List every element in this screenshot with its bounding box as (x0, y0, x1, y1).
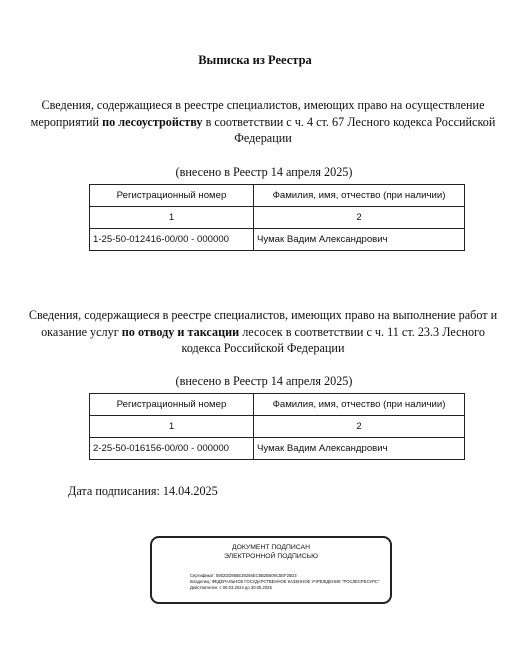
section1-text-after: в соответствии с ч. 4 ст. 67 Лесного кодекса Российской Федерации (202, 114, 496, 145)
table-column-number-row (90, 207, 465, 229)
document-title: Выписка из Реестра (198, 53, 312, 67)
stamp-line-2: ЭЛЕКТРОННОЙ ПОДПИСЬЮ (224, 553, 318, 560)
section1-description (28, 97, 498, 147)
section1-registry-table (89, 184, 465, 251)
table-row (90, 229, 465, 251)
table-header-row (90, 185, 465, 207)
table-header-row (90, 394, 465, 416)
section2-description (28, 307, 498, 357)
section2-text-before: Сведения, содержащиеся в реестре специалистов, имеющих право на выполнение работ и оказание услуг (28, 308, 498, 339)
reg-number-cell: 1-25-50-012416-00/00 - 000000 (90, 229, 254, 251)
stamp-certificate: Сертификат: 5802DD855E38256EC8B2B609C5EF25D3 (190, 573, 297, 578)
full-name-cell: Чумак Вадим Александрович (254, 229, 465, 251)
section2-text-bold: по отводу и таксации (121, 324, 240, 339)
header-full-name: Фамилия, имя, отчество (при наличии) (254, 185, 465, 207)
column-number-2: 2 (254, 207, 465, 229)
stamp-owner: Владелец: ФЕДЕРАЛЬНОЕ ГОСУДАРСТВЕННОЕ КАЗЕННОЕ УЧРЕЖДЕНИЕ "РОСЛЕСРЕСУРС" (190, 579, 380, 584)
section1-text-bold: по лесоустройству (102, 114, 203, 129)
column-number-1: 1 (90, 207, 254, 229)
section1-entered-date: (внесено в Реестр 14 апреля 2025) (175, 165, 353, 179)
header-reg-number: Регистрационный номер (90, 185, 254, 207)
column-number-1: 1 (90, 416, 254, 438)
electronic-signature-stamp (150, 536, 392, 604)
column-number-2: 2 (254, 416, 465, 438)
stamp-line-1: ДОКУМЕНТ ПОДПИСАН (232, 544, 310, 551)
header-reg-number: Регистрационный номер (90, 394, 254, 416)
table-row (90, 438, 465, 460)
signing-date: Дата подписания: 14.04.2025 (68, 484, 218, 498)
section1-text-before: Сведения, содержащиеся в реестре специалистов, имеющих право на осуществление мероприятий (30, 98, 485, 129)
stamp-validity: Действителен: с 06.03.2024 до 30.05.2025 (190, 585, 272, 590)
header-full-name: Фамилия, имя, отчество (при наличии) (254, 394, 465, 416)
section2-text-after: лесосек в соответствии с ч. 11 ст. 23.3 Лесного кодекса Российской Федерации (181, 324, 485, 355)
full-name-cell: Чумак Вадим Александрович (254, 438, 465, 460)
section2-entered-date: (внесено в Реестр 14 апреля 2025) (175, 374, 353, 388)
reg-number-cell: 2-25-50-016156-00/00 - 000000 (90, 438, 254, 460)
section2-registry-table (89, 393, 465, 460)
table-column-number-row (90, 416, 465, 438)
